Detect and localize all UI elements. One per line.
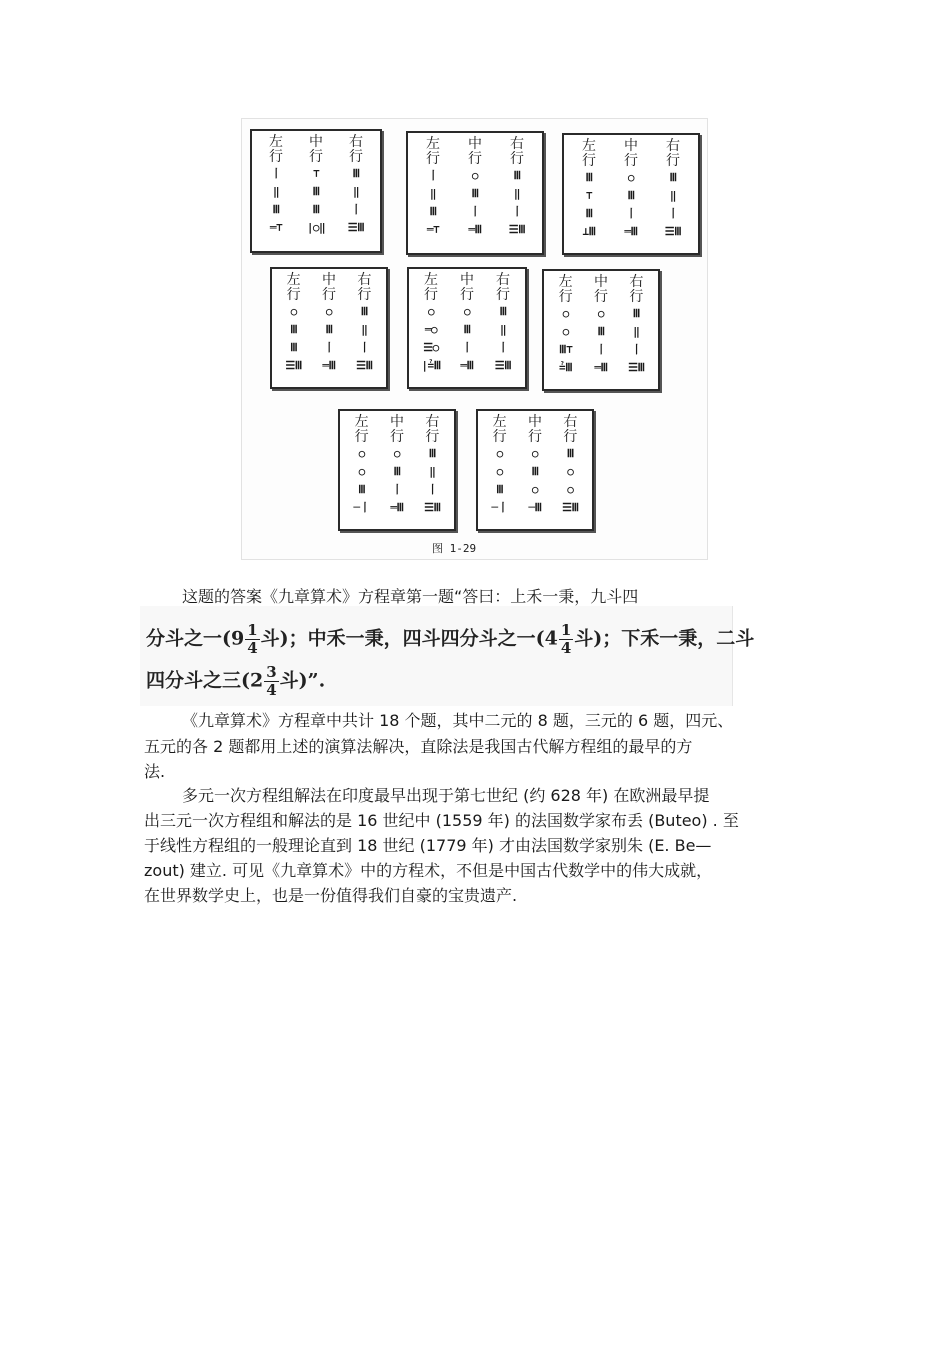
- fraction-denominator: 4: [247, 639, 258, 657]
- rod-numeral: |○‖: [306, 221, 326, 234]
- rod-numeral: 丨: [427, 483, 438, 496]
- rod-numeral: ○: [496, 465, 503, 478]
- rod-numeral: Ⅲ: [499, 305, 507, 318]
- rod-numeral: ‖: [513, 187, 521, 200]
- rod-column: [548, 275, 583, 377]
- column-header: 右行: [665, 138, 680, 169]
- column-header: 左行: [558, 274, 573, 305]
- fraction: [559, 622, 573, 657]
- rod-board: [407, 267, 527, 389]
- rod-numeral: ⊤: [585, 189, 593, 202]
- column-header: 左行: [492, 414, 507, 445]
- rod-numeral: ○: [325, 305, 333, 318]
- column-header: 中行: [623, 138, 638, 169]
- rod-column: [454, 137, 496, 239]
- scan-text: 四分斗之三(2: [146, 669, 264, 692]
- rod-numeral: 丨: [511, 205, 523, 218]
- rod-numeral: ☰Ⅲ: [508, 223, 526, 236]
- rod-numeral: ‖: [429, 187, 437, 200]
- rod-numeral: ☰○: [423, 341, 439, 354]
- rod-numeral: Ⅲ: [290, 341, 298, 354]
- rod-numeral: ═Ⅲ: [594, 361, 608, 374]
- rod-numeral: ○: [531, 447, 539, 460]
- rod-numeral: Ⅲ: [393, 465, 401, 478]
- rod-numeral: ‖: [361, 323, 368, 336]
- rod-column: [256, 135, 296, 237]
- rod-numeral: |≟Ⅲ: [421, 359, 441, 372]
- fraction-numerator: 3: [266, 663, 277, 681]
- rod-column: [496, 137, 538, 239]
- scan-line-1: [146, 622, 754, 657]
- rod-numeral: Ⅲ: [352, 167, 360, 180]
- rod-numeral: ─丨: [353, 501, 370, 514]
- paragraph-2-line-2: 五元的各 2 题都用上述的演算法解决，直除法是我国古代解方程组的最早的方: [144, 737, 693, 756]
- rod-numeral: ═⊤: [426, 223, 440, 236]
- column-header: 右行: [357, 272, 372, 303]
- rod-numeral: Ⅲ: [496, 483, 504, 496]
- rod-numeral: Ⅲ: [325, 323, 333, 336]
- rod-numeral: ═Ⅲ: [624, 225, 638, 238]
- rod-board: [406, 131, 544, 255]
- rod-column: [347, 273, 382, 375]
- fraction-numerator: 1: [560, 621, 572, 639]
- rod-numeral: ○: [463, 305, 471, 318]
- scan-line-2: [146, 664, 325, 699]
- rod-numeral: Ⅲ: [272, 203, 280, 216]
- rod-numeral: ☰Ⅲ: [628, 361, 645, 374]
- rod-numeral: 丨: [270, 167, 282, 180]
- rod-numeral: 丨: [625, 207, 637, 220]
- rod-numeral: Ⅲ: [428, 447, 436, 460]
- paragraph-3-line-2: 出三元一次方程组和解法的是 16 世纪中 (1559 年) 的法国数学家布丢 (Buteo) . 至: [144, 811, 739, 830]
- rod-numeral: ═Ⅲ: [468, 223, 482, 236]
- rod-numeral: 丨: [461, 341, 473, 354]
- rod-column: [380, 415, 415, 517]
- rod-numeral: ☰Ⅲ: [356, 359, 373, 372]
- rod-column: [449, 273, 485, 375]
- rod-numeral: Ⅲ: [360, 305, 368, 318]
- rod-numeral: ○: [290, 305, 297, 318]
- column-header: 右行: [629, 274, 644, 305]
- rod-column: [619, 275, 654, 377]
- rod-numeral: Ⅲ: [358, 483, 366, 496]
- rod-numeral: Ⅲ: [566, 447, 574, 460]
- fraction: [245, 622, 259, 657]
- column-header: 中行: [321, 272, 336, 303]
- rod-numeral: ‖: [352, 185, 360, 198]
- rod-numeral: Ⅲ: [312, 185, 320, 198]
- rod-numeral: 丨: [427, 169, 439, 182]
- column-header: 右行: [509, 136, 524, 167]
- column-header: 左行: [354, 414, 369, 445]
- rod-numeral: ‖: [669, 189, 677, 202]
- rod-column: [610, 139, 652, 241]
- rod-board: [338, 409, 456, 531]
- rod-numeral: ○: [393, 447, 401, 460]
- rod-numeral: ○: [427, 305, 435, 318]
- rod-column: [553, 415, 588, 517]
- rod-numeral: 丨: [391, 483, 403, 496]
- paragraph-3-line-1: 多元一次方程组解法在印度最早出现于第七世纪 (约 628 年) 在欧洲最早提: [182, 786, 710, 805]
- rod-board: [542, 269, 660, 391]
- rod-numeral: ═Ⅲ: [390, 501, 404, 514]
- scan-text: 分斗之一(9: [146, 627, 245, 650]
- rod-numeral: ─丨: [491, 501, 508, 514]
- rod-numeral: ○: [471, 169, 479, 182]
- rod-numeral: 丨: [497, 341, 509, 354]
- paragraph-2-line-1: 《九章算术》方程章中共计 18 个题，其中二元的 8 题，三元的 6 题，四元、: [182, 711, 734, 730]
- rod-board: [476, 409, 594, 531]
- rod-column: [344, 415, 379, 517]
- scan-text: 斗)；下禾一秉，二斗: [574, 627, 755, 650]
- rod-numeral: Ⅲ: [312, 203, 320, 216]
- column-header: 中行: [309, 134, 323, 165]
- rod-numeral: ○: [597, 307, 605, 320]
- counting-rod-figure: [241, 118, 708, 560]
- rod-column: [568, 139, 610, 241]
- rod-numeral: ═⊤: [269, 221, 283, 234]
- rod-numeral: ☰Ⅲ: [285, 359, 302, 372]
- fraction: [264, 664, 278, 699]
- column-header: 右行: [563, 414, 578, 445]
- rod-numeral: ☰Ⅲ: [562, 501, 579, 514]
- rod-column: [296, 135, 336, 237]
- rod-column: [276, 273, 311, 375]
- rod-numeral: Ⅲ: [513, 169, 521, 182]
- rod-numeral: ‖: [272, 185, 280, 198]
- paragraph-2-line-3: 法.: [144, 762, 166, 781]
- rod-numeral: 丨: [469, 205, 481, 218]
- rod-numeral: ⊤: [312, 167, 320, 180]
- rod-column: [485, 273, 521, 375]
- rod-numeral: 丨: [667, 207, 679, 220]
- paragraph-1: 这题的答案《九章算术》方程章第一题“答曰：上禾一秉，九斗四: [182, 587, 639, 606]
- rod-numeral: Ⅲ: [632, 307, 640, 320]
- column-header: 左行: [424, 272, 438, 303]
- paragraph-3-line-3: 于线性方程组的一般理论直到 18 世纪 (1779 年) 才由法国数学家别朱 (E. Be—: [144, 836, 712, 855]
- column-header: 右行: [425, 414, 440, 445]
- rod-numeral: ☰Ⅲ: [664, 225, 682, 238]
- rod-numeral: Ⅲ: [585, 171, 593, 184]
- column-header: 左行: [269, 134, 283, 165]
- rod-column: [652, 139, 694, 241]
- column-header: 中行: [527, 414, 542, 445]
- rod-column: [415, 415, 450, 517]
- rod-column: [412, 137, 454, 239]
- fraction-denominator: 4: [266, 681, 277, 699]
- rod-numeral: ☰Ⅲ: [494, 359, 512, 372]
- rod-numeral: ○: [358, 465, 365, 478]
- rod-numeral: ≟Ⅲ: [559, 361, 573, 374]
- rod-numeral: Ⅲ: [471, 187, 479, 200]
- rod-column: [336, 135, 376, 237]
- scanned-answer-image: [140, 606, 755, 706]
- rod-column: [312, 273, 347, 375]
- fraction-denominator: 4: [560, 639, 572, 657]
- rod-numeral: 丨: [631, 343, 642, 356]
- rod-numeral: ○: [562, 325, 569, 338]
- column-header: 左行: [425, 136, 440, 167]
- rod-column: [584, 275, 619, 377]
- column-header: 右行: [496, 272, 510, 303]
- rod-numeral: Ⅲ⊤: [559, 343, 573, 356]
- rod-numeral: ═Ⅲ: [322, 359, 336, 372]
- rod-numeral: ○: [567, 483, 574, 496]
- rod-numeral: ☰Ⅲ: [347, 221, 365, 234]
- rod-column: [518, 415, 553, 517]
- rod-numeral: 丨: [359, 341, 370, 354]
- rod-numeral: Ⅲ: [627, 189, 635, 202]
- rod-numeral: ○: [531, 483, 539, 496]
- column-header: 中行: [593, 274, 608, 305]
- rod-board: [270, 267, 388, 389]
- column-header: 中行: [460, 272, 474, 303]
- rod-column: [413, 273, 449, 375]
- rod-numeral: Ⅲ: [669, 171, 677, 184]
- rod-numeral: ‖: [429, 465, 436, 478]
- rod-numeral: Ⅲ: [290, 323, 298, 336]
- column-header: 中行: [389, 414, 404, 445]
- scan-text: 斗)”.: [279, 669, 326, 692]
- rod-numeral: ⊥Ⅲ: [582, 225, 596, 238]
- rod-numeral: Ⅲ: [429, 205, 437, 218]
- rod-numeral: 丨: [323, 341, 335, 354]
- fraction-numerator: 1: [247, 621, 258, 639]
- figure-caption: 图 1-29: [432, 542, 477, 555]
- column-header: 左行: [286, 272, 301, 303]
- rod-numeral: Ⅲ: [597, 325, 605, 338]
- scan-text: 斗)；中禾一秉，四斗四分斗之一(4: [260, 627, 558, 650]
- rod-board: [562, 133, 700, 255]
- rod-board: [250, 129, 382, 253]
- column-header: 中行: [467, 136, 482, 167]
- paragraph-3-line-4: zout) 建立. 可见《九章算术》中的方程术，不但是中国古代数学中的伟大成就，: [144, 861, 713, 880]
- rod-numeral: ☰Ⅲ: [424, 501, 441, 514]
- rod-numeral: ‖: [499, 323, 507, 336]
- rod-numeral: ○: [562, 307, 569, 320]
- rod-numeral: ○: [358, 447, 365, 460]
- rod-numeral: ○: [496, 447, 503, 460]
- paragraph-3-line-5: 在世界数学史上，也是一份值得我们自豪的宝贵遗产.: [144, 886, 518, 905]
- rod-numeral: ═○: [424, 323, 438, 336]
- rod-numeral: 丨: [595, 343, 607, 356]
- column-header: 右行: [349, 134, 363, 165]
- rod-column: [482, 415, 517, 517]
- rod-numeral: Ⅲ: [585, 207, 593, 220]
- column-header: 左行: [581, 138, 596, 169]
- rod-numeral: 丨: [350, 203, 362, 216]
- rod-numeral: Ⅲ: [463, 323, 471, 336]
- rod-numeral: ○: [627, 171, 635, 184]
- rod-numeral: Ⅲ: [531, 465, 539, 478]
- rod-numeral: ‖: [633, 325, 640, 338]
- rod-numeral: ○: [567, 465, 574, 478]
- rod-numeral: ─Ⅲ: [528, 501, 542, 514]
- rod-numeral: ═Ⅲ: [460, 359, 474, 372]
